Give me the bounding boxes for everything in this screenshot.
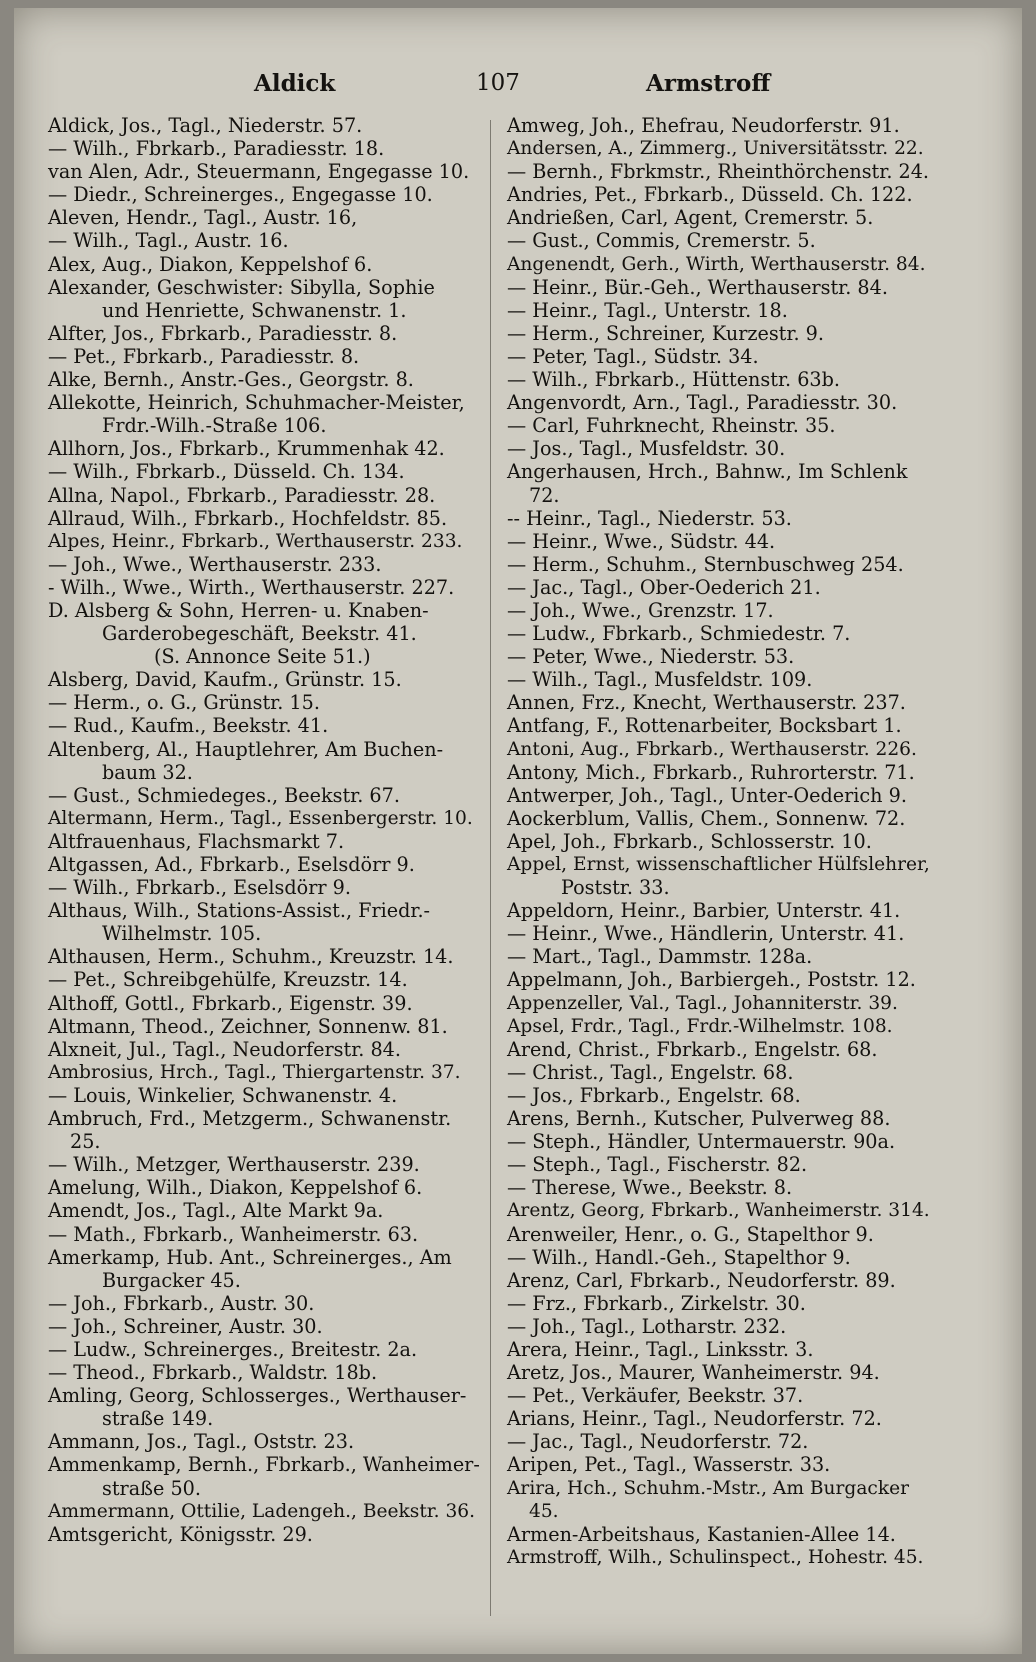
directory-entry: Arira, Hch., Schuhm.-Mstr., Am Burgacker 45. xyxy=(507,1477,909,1522)
directory-entry: — Steph., Tagl., Fischerstr. 82. xyxy=(507,1153,808,1177)
directory-entry: Alxneit, Jul., Tagl., Neudorferstr. 84. xyxy=(48,1037,401,1061)
directory-entry: Andries, Pet., Fbrkarb., Düsseld. Ch. 122. xyxy=(507,183,913,207)
directory-entry: Aretz, Jos., Maurer, Wanheimerstr. 94. xyxy=(507,1361,880,1385)
directory-entry: — Wilh., Fbrkarb., Düsseld. Ch. 134. xyxy=(48,460,405,484)
directory-entry: Alex, Aug., Diakon, Keppelshof 6. xyxy=(48,252,373,276)
directory-entry: Alke, Bernh., Anstr.-Ges., Georgstr. 8. xyxy=(48,368,414,392)
directory-entry: — Heinr., Bür.-Geh., Werthauserstr. 84. xyxy=(507,275,888,299)
directory-entry: — Pet., Verkäufer, Beekstr. 37. xyxy=(507,1384,804,1408)
directory-entry: Ammann, Jos., Tagl., Oststr. 23. xyxy=(48,1430,355,1454)
directory-entry: Ambrosius, Hrch., Tagl., Thiergartenstr. 37. xyxy=(48,1061,461,1083)
directory-entry: — Christ., Tagl., Engelstr. 68. xyxy=(507,1060,794,1084)
directory-entry: Ammenkamp, Bernh., Fbrkarb., Wanheimer- xyxy=(48,1453,480,1477)
directory-entry: — Gust., Commis, Cremerstr. 5. xyxy=(507,229,816,253)
directory-entry: Frdr.-Wilh.-Straße 106. xyxy=(102,414,327,438)
directory-entry: (S. Annonce Seite 51.) xyxy=(154,645,371,669)
directory-entry: — Heinr., Wwe., Südstr. 44. xyxy=(507,529,776,553)
directory-entry: Garderobegeschäft, Beekstr. 41. xyxy=(102,622,417,646)
page-header xyxy=(14,66,1022,106)
directory-entry: — Peter, Tagl., Südstr. 34. xyxy=(507,344,759,368)
directory-entry: - Wilh., Wwe., Wirth., Werthauserstr. 227. xyxy=(48,575,455,599)
directory-entry: Annen, Frz., Knecht, Werthauserstr. 237. xyxy=(507,691,906,715)
page-number: 107 xyxy=(476,70,520,96)
directory-entry: Apsel, Frdr., Tagl., Frdr.-Wilhelmstr. 108. xyxy=(507,1015,893,1037)
directory-entry: Althoff, Gottl., Fbrkarb., Eigenstr. 39. xyxy=(48,991,413,1015)
directory-entry: Altfrauenhaus, Flachsmarkt 7. xyxy=(48,829,345,853)
directory-entry: Aripen, Pet., Tagl., Wasserstr. 33. xyxy=(507,1453,831,1477)
directory-entry: straße 149. xyxy=(102,1407,214,1431)
directory-entry: — Peter, Wwe., Niederstr. 53. xyxy=(507,645,795,669)
directory-entry: — Mart., Tagl., Dammstr. 128a. xyxy=(507,945,813,969)
directory-entry: Wilhelmstr. 105. xyxy=(102,922,262,946)
directory-entry: Andersen, A., Zimmerg., Universitätsstr. 22. xyxy=(507,138,924,160)
directory-entry: — Carl, Fuhrknecht, Rheinstr. 35. xyxy=(507,414,836,438)
left-column xyxy=(48,114,483,1546)
directory-entry: Altgassen, Ad., Fbrkarb., Eselsdörr 9. xyxy=(48,853,415,876)
directory-entry: Arend, Christ., Fbrkarb., Engelstr. 68. xyxy=(507,1037,878,1061)
directory-entry: Amendt, Jos., Tagl., Alte Markt 9a. xyxy=(48,1199,384,1223)
directory-entry: — Pet., Schreibgehülfe, Kreuzstr. 14. xyxy=(48,968,408,992)
directory-entry: Alexander, Geschwister: Sibylla, Sophie xyxy=(48,275,435,299)
directory-entry: Appelmann, Joh., Barbiergeh., Poststr. 12. xyxy=(507,968,916,992)
directory-entry: Ammermann, Ottilie, Ladengeh., Beekstr. 36. xyxy=(48,1500,476,1522)
directory-entry: Appel, Ernst, wissenschaftlicher Hülfslehrer, xyxy=(507,854,930,875)
directory-entry: Angerhausen, Hrch., Bahnw., Im Schlenk 72. xyxy=(507,460,908,507)
directory-entry: Appenzeller, Val., Tagl., Johanniterstr. 39. xyxy=(507,992,898,1014)
directory-entry: — Rud., Kaufm., Beekstr. 41. xyxy=(48,714,329,738)
header-left-keyword: Aldick xyxy=(254,70,336,97)
directory-entry: Aockerblum, Vallis, Chem., Sonnenw. 72. xyxy=(507,806,906,830)
directory-entry: van Alen, Adr., Steuermann, Engegasse 10. xyxy=(48,160,470,184)
directory-entry: — Wilh., Metzger, Werthauserstr. 239. xyxy=(48,1153,420,1177)
directory-entry: — Herm., Schuhm., Sternbuschweg 254. xyxy=(507,552,904,576)
directory-entry: — Math., Fbrkarb., Wanheimerstr. 63. xyxy=(48,1222,419,1246)
directory-entry: Armen-Arbeitshaus, Kastanien-Allee 14. xyxy=(507,1522,896,1546)
directory-entry: Antony, Mich., Fbrkarb., Ruhrorterstr. 71. xyxy=(507,760,915,784)
directory-entry: — Joh., Tagl., Lotharstr. 232. xyxy=(507,1314,787,1338)
directory-entry: Arenz, Carl, Fbrkarb., Neudorferstr. 89. xyxy=(507,1268,896,1292)
directory-entry: — Diedr., Schreinerges., Engegasse 10. xyxy=(48,183,433,207)
directory-entry: — Wilh., Tagl., Austr. 16. xyxy=(48,229,289,253)
directory-entry: -- Heinr., Tagl., Niederstr. 53. xyxy=(507,506,792,530)
directory-entry: Alsberg, David, Kaufm., Grünstr. 15. xyxy=(48,668,402,692)
directory-entry: Allraud, Wilh., Fbrkarb., Hochfeldstr. 85. xyxy=(48,506,448,530)
directory-entry: — Joh., Wwe., Grenzstr. 17. xyxy=(507,598,774,622)
directory-entry: — Wilh., Fbrkarb., Eselsdörr 9. xyxy=(48,876,351,900)
directory-entry: Antoni, Aug., Fbrkarb., Werthauserstr. 226. xyxy=(507,738,917,760)
directory-entry: Althaus, Wilh., Stations-Assist., Friedr.- xyxy=(48,899,431,923)
directory-entry: Amweg, Joh., Ehefrau, Neudorferstr. 91. xyxy=(507,114,900,137)
directory-entry: D. Alsberg & Sohn, Herren- u. Knaben- xyxy=(48,598,429,622)
directory-entry: — Heinr., Wwe., Händlerin, Unterstr. 41. xyxy=(507,922,905,946)
directory-entry: Arians, Heinr., Tagl., Neudorferstr. 72. xyxy=(507,1407,882,1431)
directory-entry: Angenendt, Gerh., Wirth, Werthauserstr. 84. xyxy=(507,253,926,275)
directory-entry: Antfang, F., Rottenarbeiter, Bocksbart 1. xyxy=(507,714,902,738)
directory-entry: — Jac., Tagl., Ober-Oederich 21. xyxy=(507,575,821,599)
directory-entry: Aleven, Hendr., Tagl., Austr. 16, xyxy=(48,206,358,230)
directory-entry: baum 32. xyxy=(102,760,193,784)
directory-entry: — Jos., Fbrkarb., Engelstr. 68. xyxy=(507,1083,801,1107)
directory-entry: — Steph., Händler, Untermauerstr. 90a. xyxy=(507,1130,896,1154)
directory-entry: Allekotte, Heinrich, Schuhmacher-Meister, xyxy=(48,391,465,415)
header-right-keyword: Armstroff xyxy=(646,70,771,97)
directory-entry: Appeldorn, Heinr., Barbier, Unterstr. 41. xyxy=(507,899,901,923)
directory-entry: — Herm., o. G., Grünstr. 15. xyxy=(48,691,320,715)
directory-entry: — Herm., Schreiner, Kurzestr. 9. xyxy=(507,321,824,345)
directory-entry: Poststr. 33. xyxy=(561,876,670,900)
directory-entry: Amtsgericht, Königsstr. 29. xyxy=(48,1522,313,1546)
column-divider xyxy=(490,120,491,1616)
directory-entry: Apel, Joh., Fbrkarb., Schlosserstr. 10. xyxy=(507,829,872,853)
directory-entry: Altermann, Herm., Tagl., Essenbergerstr. 10. xyxy=(48,807,473,829)
directory-entry: — Theod., Fbrkarb., Waldstr. 18b. xyxy=(48,1361,378,1385)
directory-entry: Allhorn, Jos., Fbrkarb., Krummenhak 42. xyxy=(48,437,445,461)
directory-entry: — Pet., Fbrkarb., Paradiesstr. 8. xyxy=(48,344,360,368)
directory-entry: Altenberg, Al., Hauptlehrer, Am Buchen- xyxy=(48,737,444,761)
directory-entry: — Frz., Fbrkarb., Zirkelstr. 30. xyxy=(507,1291,806,1315)
directory-entry: Amling, Georg, Schlosserges., Werthauser- xyxy=(48,1384,467,1408)
directory-entry: straße 50. xyxy=(102,1476,201,1500)
directory-entry: Altmann, Theod., Zeichner, Sonnenw. 81. xyxy=(48,1014,448,1038)
directory-entry: — Bernh., Fbrkmstr., Rheinthörchenstr. 24. xyxy=(507,160,930,184)
directory-entry: — Wilh., Fbrkarb., Hüttenstr. 63b. xyxy=(507,368,841,392)
directory-entry: Althausen, Herm., Schuhm., Kreuzstr. 14. xyxy=(48,945,454,969)
page xyxy=(14,8,1022,1654)
directory-entry: Aldick, Jos., Tagl., Niederstr. 57. xyxy=(48,114,363,137)
directory-entry: und Henriette, Schwanenstr. 1. xyxy=(102,298,407,322)
directory-entry: Arenweiler, Henr., o. G., Stapelthor 9. xyxy=(507,1222,874,1246)
directory-entry: — Jos., Tagl., Musfeldstr. 30. xyxy=(507,437,786,461)
directory-entry: Antwerper, Joh., Tagl., Unter-Oederich 9. xyxy=(507,783,907,807)
directory-entry: — Joh., Fbrkarb., Austr. 30. xyxy=(48,1291,315,1315)
right-column xyxy=(507,114,942,1569)
directory-entry: Amerkamp, Hub. Ant., Schreinerges., Am xyxy=(48,1245,452,1269)
directory-entry: — Joh., Wwe., Werthauserstr. 233. xyxy=(48,552,382,576)
directory-entry: Angenvordt, Arn., Tagl., Paradiesstr. 30. xyxy=(507,391,898,415)
directory-entry: Amelung, Wilh., Diakon, Keppelshof 6. xyxy=(48,1176,423,1200)
directory-entry: Allna, Napol., Fbrkarb., Paradiesstr. 28. xyxy=(48,483,436,507)
directory-entry: Arens, Bernh., Kutscher, Pulverweg 88. xyxy=(507,1107,891,1131)
directory-entry: Alfter, Jos., Fbrkarb., Paradiesstr. 8. xyxy=(48,321,398,345)
directory-entry: Arera, Heinr., Tagl., Linksstr. 3. xyxy=(507,1337,814,1361)
directory-entry: — Jac., Tagl., Neudorferstr. 72. xyxy=(507,1430,809,1454)
directory-entry: Burgacker 45. xyxy=(102,1268,241,1292)
directory-entry: — Heinr., Tagl., Unterstr. 18. xyxy=(507,298,788,322)
directory-entry: — Ludw., Fbrkarb., Schmiedestr. 7. xyxy=(507,622,851,646)
directory-entry: — Louis, Winkelier, Schwanenstr. 4. xyxy=(48,1083,398,1107)
directory-entry: Ambruch, Frd., Metzgerm., Schwanenstr. 25. xyxy=(48,1107,452,1154)
directory-entry: — Wilh., Fbrkarb., Paradiesstr. 18. xyxy=(48,137,385,161)
directory-entry: Armstroff, Wilh., Schulinspect., Hohestr. 45. xyxy=(507,1546,924,1568)
directory-entry: — Therese, Wwe., Beekstr. 8. xyxy=(507,1176,793,1200)
directory-entry: — Wilh., Handl.-Geh., Stapelthor 9. xyxy=(507,1245,851,1269)
directory-entry: — Ludw., Schreinerges., Breitestr. 2a. xyxy=(48,1337,418,1361)
directory-entry: — Wilh., Tagl., Musfeldstr. 109. xyxy=(507,668,813,692)
directory-entry: Alpes, Heinr., Fbrkarb., Werthauserstr. 233. xyxy=(48,530,463,552)
directory-entry: Arentz, Georg, Fbrkarb., Wanheimerstr. 314. xyxy=(507,1200,930,1222)
directory-entry: Andrießen, Carl, Agent, Cremerstr. 5. xyxy=(507,206,874,230)
directory-entry: — Gust., Schmiedeges., Beekstr. 67. xyxy=(48,783,400,807)
directory-entry: — Joh., Schreiner, Austr. 30. xyxy=(48,1314,323,1338)
